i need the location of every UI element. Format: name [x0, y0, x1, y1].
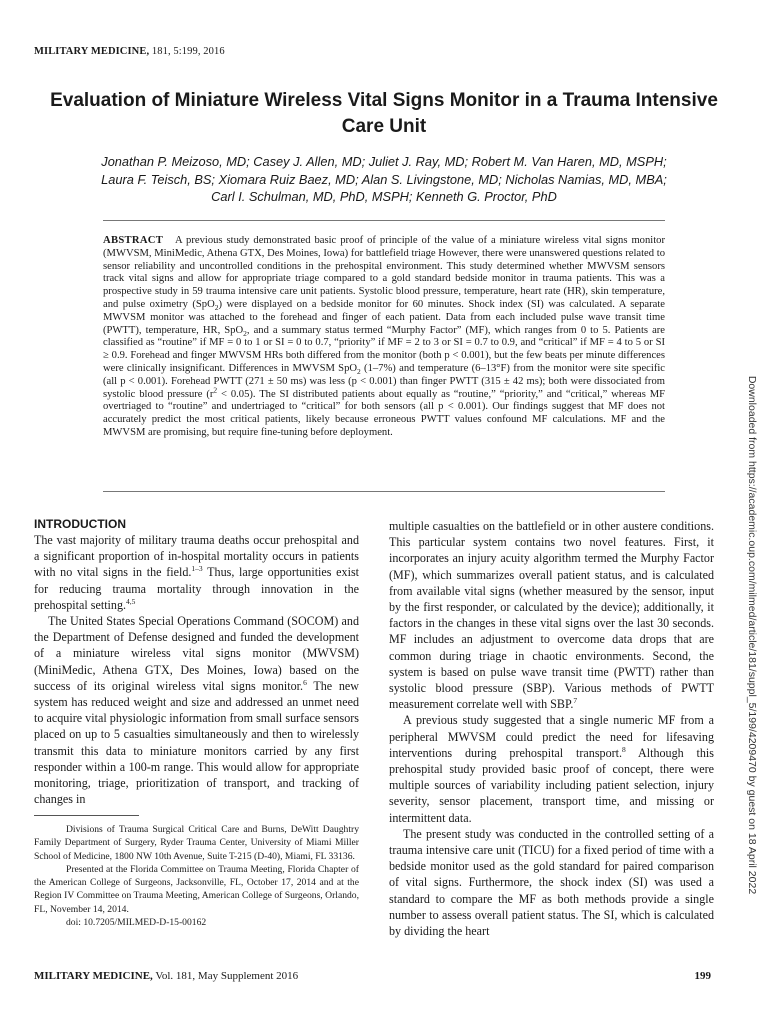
author-list [34, 153, 734, 206]
author-line: Jonathan P. Meizoso, MD; Casey J. Allen, MD; Juliet J. Ray, MD; Robert M. Van Haren, MD, MSPH; [101, 154, 667, 169]
download-notice: Downloaded from https://academic.oup.com/milmed/article/181/suppl_5/199/4209470 by guest on 18 April 2022 [746, 375, 758, 895]
citation-ref: 8 [622, 744, 626, 754]
abstract-text: ) were displayed on a bedside monitor for 60 minutes. Shock index (SI) was calculated. A separate MWVSM monitor was attached to the forehead and finger of each patient. Data from each included pulse wave transit time (PWTT), temperature, HR, SpO [103, 298, 665, 336]
citation: 181, 5:199, 2016 [149, 46, 225, 57]
footer-journal: MILITARY MEDICINE, [34, 970, 153, 982]
abstract-bottom-rule [103, 491, 665, 492]
footnotes [34, 823, 359, 929]
subscript: 2 [357, 367, 361, 377]
paragraph-text: Although this prehospital study provided basic proof of concept, there were multiple sources of variability including patient selection, injury severity, sensor placement, transport time, and missing or intermittent data. [389, 745, 715, 825]
abstract-label: ABSTRACT [103, 235, 164, 246]
paragraph: The present study was conducted in the controlled setting of a trauma intensive care unit (TICU) for a fixed period of time with a bedside monitor used as the gold standard for paired comparison of vital signs. Furthermore, the shock index (SI) was used a standard to compare the MF as both methods provide a single number to assess overall patient status. The SI, which is calculated by dividing the heart [389, 826, 714, 939]
paragraph [389, 518, 714, 712]
paragraph-text: Thus, large opportunities exist for reducing trauma mortality through innovation in the prehospital setting. [34, 565, 360, 612]
paragraph [389, 712, 714, 825]
paragraph [34, 613, 359, 807]
footnote: Divisions of Trauma Surgical Critical Care and Burns, DeWitt Daughtry Family Department of Surgery, Ryder Trauma Center, University of Miami Miller School of Medicine, 1800 NW 10th Avenue, Suite T-215 (D-40), Miami, FL 33136. [34, 824, 359, 862]
paragraph-text: multiple casualties on the battlefield or in other austere conditions. This particular system contains two novel features. First, it incorporates an injury acuity algorithm termed the Murphy Factor (MF), which summarizes overall patient status, and is calculated from available vital signs (whether measured by the sensor, input by the first responder, or calculated by the device); additionally, it factors in the changes in these vital signs over the last 30 seconds. MF includes an adjustment to overcome data drops that are common during triage in chaotic environments. Second, the system is based on pulse wave transit time (PWTT) rather than systolic blood pressure (SBP). Various methods of PWTT measurement correlate well with SBP. [389, 519, 714, 712]
footnote-doi: doi: 10.7205/MILMED-D-15-00162 [66, 917, 207, 929]
page-footer [34, 970, 711, 982]
article-title: Evaluation of Miniature Wireless Vital Signs Monitor in a Trauma Intensive Care Unit [50, 90, 718, 137]
paragraph [34, 532, 359, 613]
citation-ref: 7 [573, 696, 578, 706]
author-line: Carl I. Schulman, MD, PhD, MSPH; Kenneth G. Proctor, PhD [211, 189, 557, 204]
paragraph-text: The vast majority of military trauma deaths occur prehospital and a significant proportion of in-hospital mortality occurs in patients with no vital signs in the field. [34, 533, 359, 580]
abstract-top-rule [103, 220, 665, 221]
paragraph-text: The United States Special Operations Command (SOCOM) and the Department of Defense designed and funded the development of a miniature wireless vital signs monitor (MWVSM) (MiniMedic, Athena GTX, Des Moines, Iowa) based on the success of its original wireless vital signs monitor. [34, 614, 359, 693]
citation-ref: 1–3 [191, 564, 203, 574]
footnote-rule [34, 815, 139, 816]
subscript: 2 [243, 328, 247, 338]
citation-ref: 4,5 [126, 596, 136, 606]
subscript: 2 [214, 303, 219, 313]
footer-issue: Vol. 181, May Supplement 2016 [152, 970, 299, 982]
citation-ref: 6 [303, 677, 307, 687]
section-heading: INTRODUCTION [34, 517, 126, 531]
abstract-text: A previous study demonstrated basic proof of principle of the value of a miniature wireless vital signs monitor (MWVSM, MiniMedic, Athena GTX, Des Moines, Iowa) for battlefield triage However, there were unanswered questions related to sensor reliability and uncontrolled conditions in the prehospital environment. This study determined whether MWVSM sensors track vital signs and allow for appropriate triage compared to a gold standard bedside monitor in trauma patients. This was a prospective study in 59 trauma intensive care unit patients. Systolic blood pressure, temperature, heart rate (HR), skin temperature, and pulse oximetry (SpO [103, 235, 665, 310]
journal-name: MILITARY MEDICINE, [34, 46, 150, 57]
footnote: Presented at the Florida Committee on Trauma Meeting, Florida Chapter of the American College of Surgeons, Jacksonville, FL, October 17, 2014 and at the Region IV Committee on Trauma Meeting, American College of Surgeons, Orlando, FL, November 14, 2014. [34, 863, 359, 915]
superscript: 2 [213, 385, 218, 395]
abstract-text: , and a summary status termed “Murphy Factor” (MF), which ranges from 0 to 5. Patients are classified as “routine” if MF = 0 to 1 or SI = 0 to 0.7, “priority” if MF = 2 to 3 or SI = 0.7 to 0.9, and “critical” if MF = 4 to 5 or SI ≥ 0.9. Forehead and finger MWVSM HRs both differed from the monitor (both p < 0.001), but the few beats per minute differences were clinically insignificant. Differences in MWVSM SpO [103, 324, 665, 374]
abstract [103, 235, 665, 440]
paragraph-text: The new system has reduced weight and size and addressed an unmet need to acquire vital physiologic information from small surface sensors placed on up to 5 casualties simultaneously and then to wirelessly transmit this data to miniature monitors carried by any first responder within a 100-m range. This would allow for appropriate monitoring, triage, prioritization of transport, and tracking of changes in [34, 678, 359, 807]
author-line: Laura F. Teisch, BS; Xiomara Ruiz Baez, MD; Alan S. Livingstone, MD; Nicholas Namias, MD, MBA; [101, 171, 667, 187]
right-column [389, 518, 714, 939]
paragraph-text: A previous study suggested that a single numeric MF from a peripheral MWVSM could predict the need for lifesaving interventions during prehospital transport. [389, 713, 714, 760]
page-number: 199 [694, 970, 711, 982]
left-column [34, 516, 359, 807]
abstract-text: < 0.05). The SI distributed patients about equally as “routine,” “priority,” and “critical,” whereas MF overtriaged to “routine” and undertriaged to “critical” for both sensors (all p < 0.001). Our findings suggest that MF does not accurately predict the most critical patients, likely because erroneous PWTT values confound MF calculations. MF and the MWVSM are promising, but require fine-tuning before deployment. [103, 388, 666, 438]
running-head [34, 46, 225, 57]
abstract-text: (1–7%) and temperature (6–13°F) from the monitor were site specific (all p < 0.001). Forehead PWTT (271 ± 50 ms) was less (p < 0.001) than finger PWTT (315 ± 42 ms); both were dissociated from systolic blood pressure (r [103, 362, 665, 400]
